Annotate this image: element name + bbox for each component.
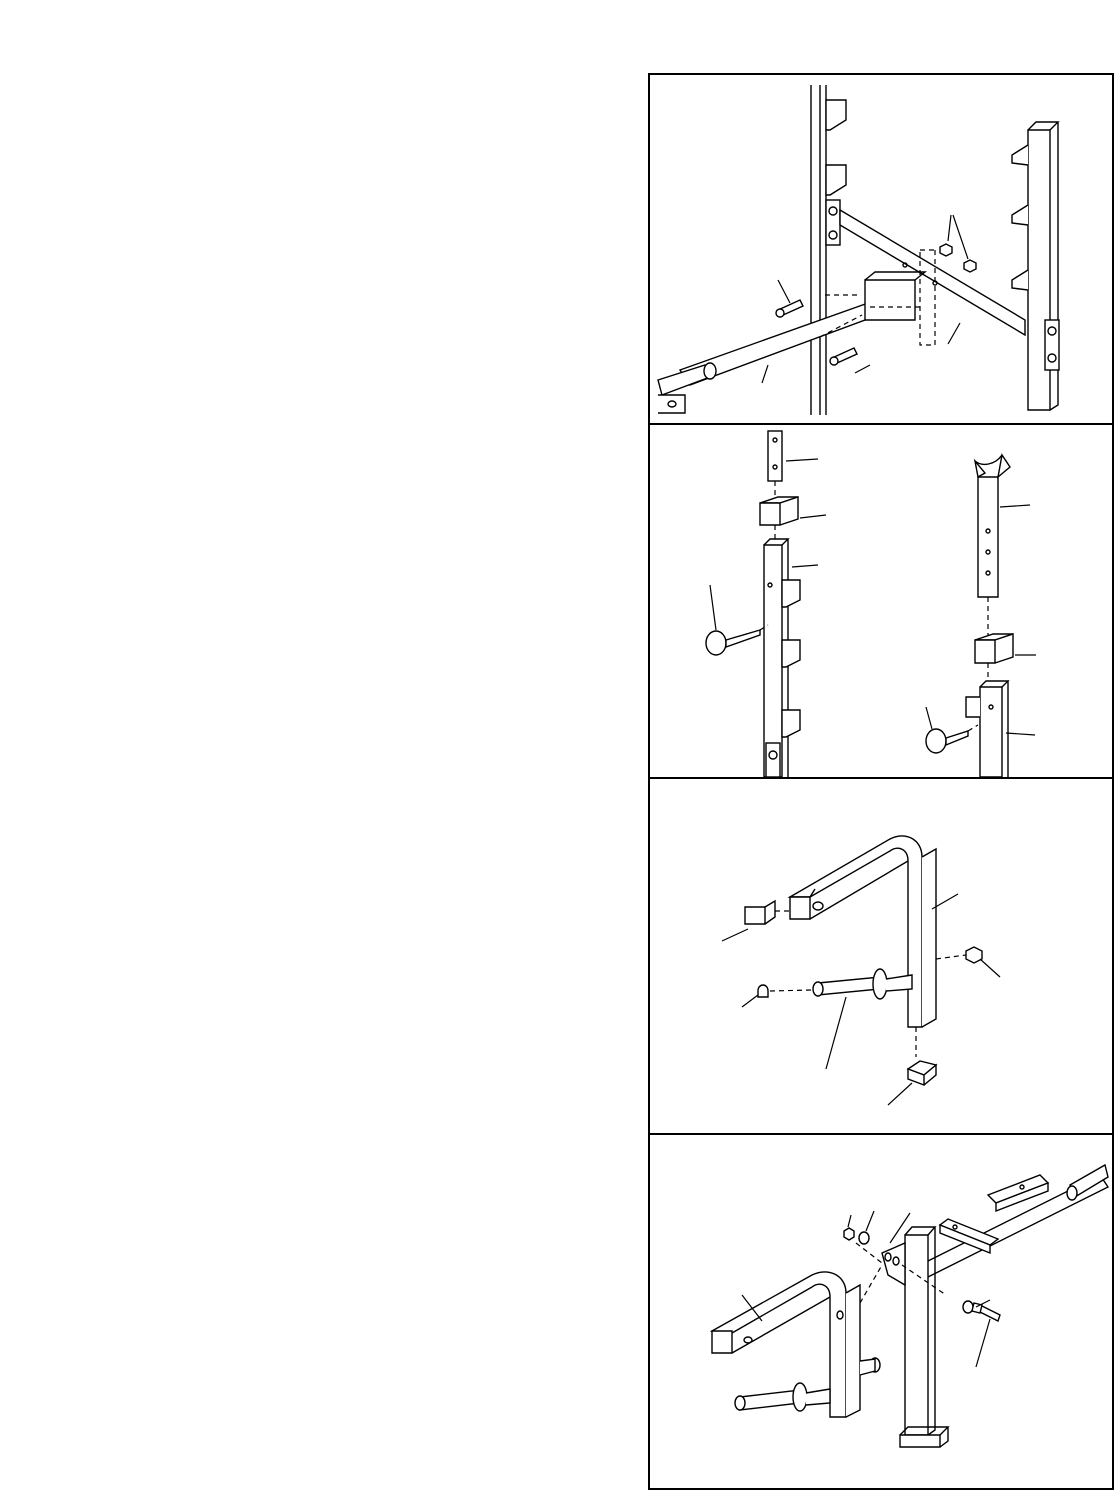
figure-stack [648,73,1114,1490]
figure-panel-1 [650,75,1112,423]
figure-panel-4 [650,1133,1112,1492]
upright-crossbar-illustration [650,75,1112,423]
frame-attach-illustration [650,1135,1112,1492]
figure-panel-2 [650,423,1112,777]
figure-panel-3 [650,777,1112,1133]
leg-hook-illustration [650,779,1112,1133]
height-adjust-illustration [650,425,1112,777]
